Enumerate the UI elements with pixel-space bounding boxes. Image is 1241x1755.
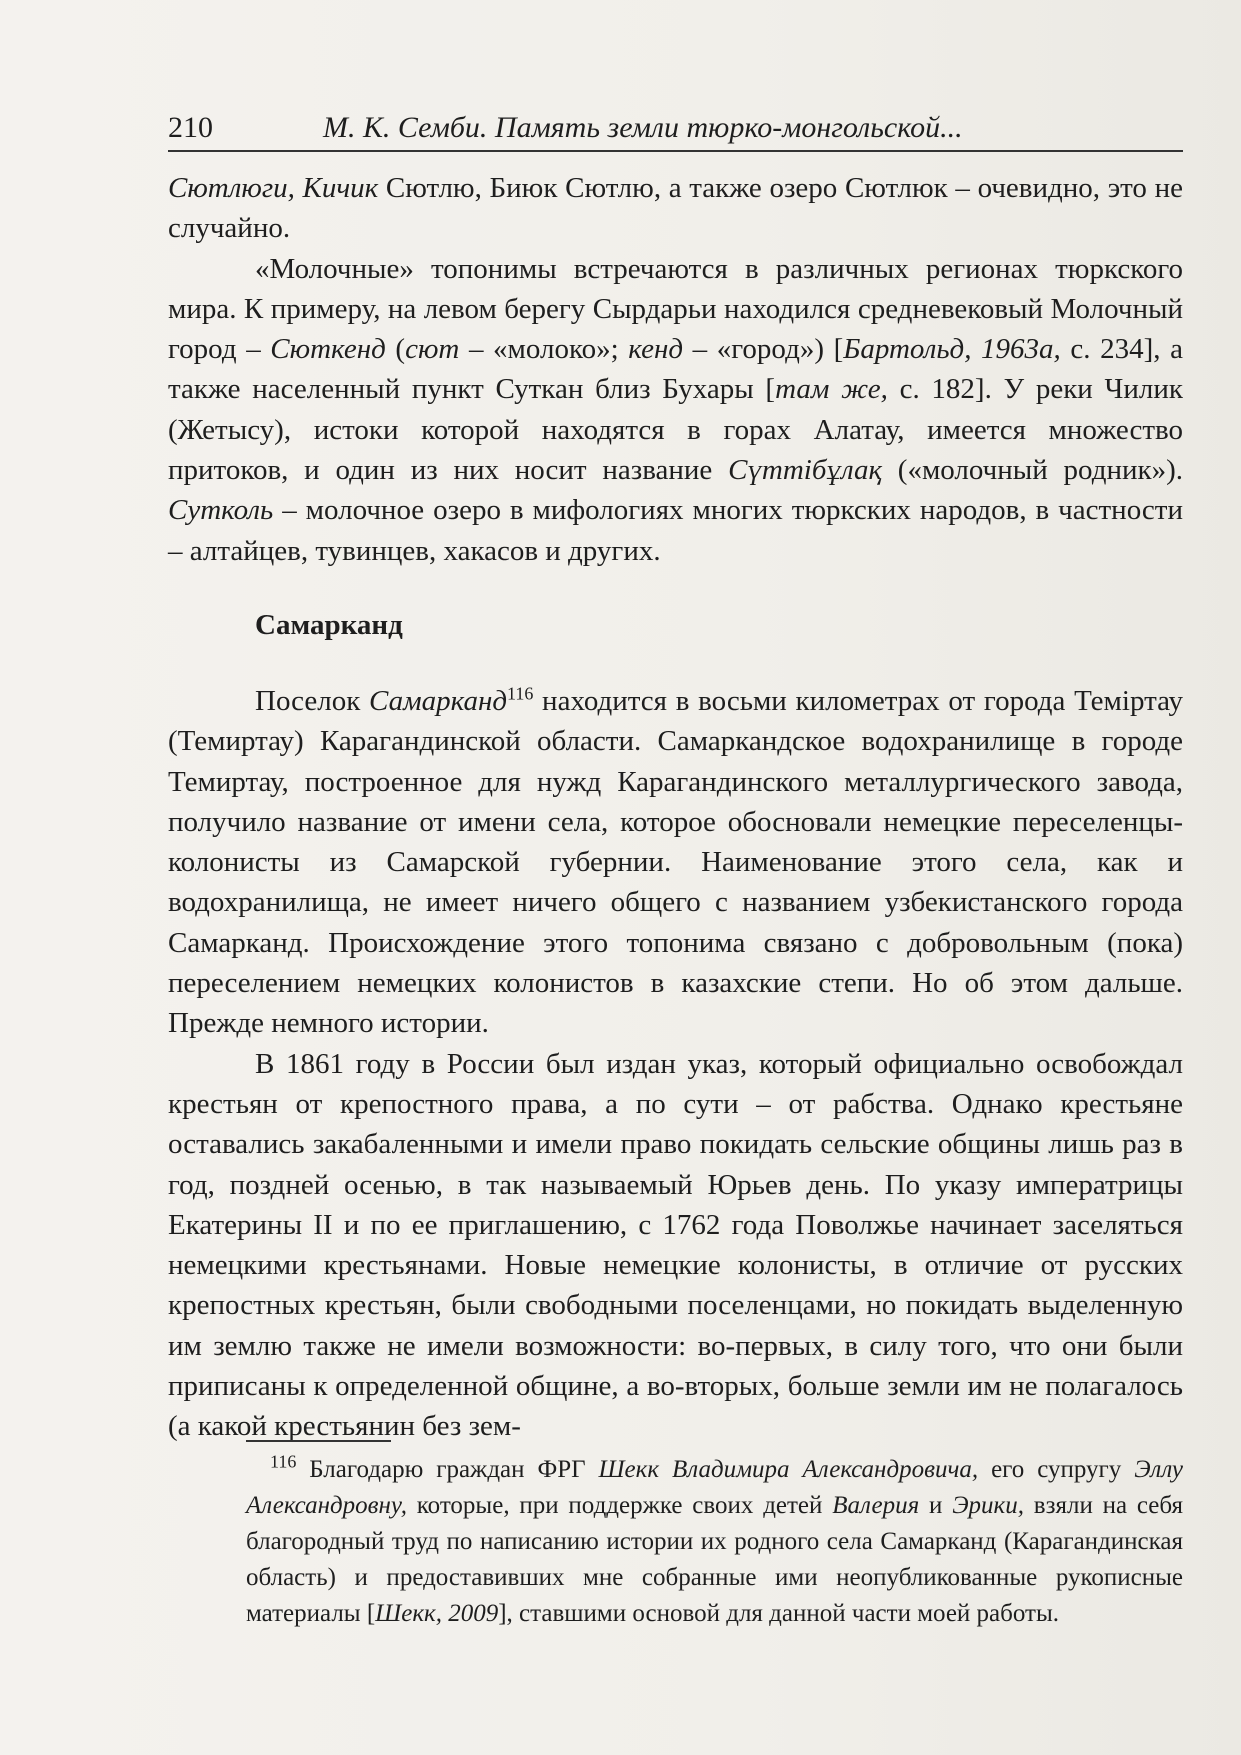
text-run: ], ставшими основой для данной части моей работы. — [498, 1600, 1060, 1627]
text-run: – молочное озеро в мифологиях многих тюркских народов, в частности – алтайцев, тувинцев, хакасов и других. — [168, 494, 1183, 567]
footnote-text — [246, 1452, 1183, 1632]
italic-name: Эрики, — [952, 1492, 1025, 1519]
text-run: – «город») [ — [683, 333, 844, 366]
text-run: Сютлю, Биюк Сютлю, а также озеро Сютлюк – очевидно, это не случайно. — [168, 172, 1183, 245]
italic-term: Самарканд — [369, 684, 507, 717]
text-run: с. 234], а также населенный пункт Суткан близ Бухары [ — [168, 333, 1184, 406]
text-run: («молочный родник»). — [882, 454, 1183, 487]
italic-name: Шекк Владимира Александровича, — [598, 1456, 979, 1483]
footnote-divider — [246, 1440, 391, 1442]
italic-term: Сутколь — [168, 494, 274, 527]
paragraph-3 — [168, 681, 1183, 1044]
text-run: его супругу — [978, 1456, 1135, 1483]
italic-name: Валерия — [832, 1492, 920, 1519]
main-text — [168, 168, 1183, 1447]
italic-term: Сютлюги, Кичик — [168, 172, 379, 204]
footnote — [246, 1452, 1183, 1632]
italic-term: кенд — [628, 333, 684, 366]
text-run: которые, при поддержке своих детей — [407, 1492, 833, 1519]
page-number: 210 — [168, 111, 213, 144]
running-title: М. К. Семби. Память земли тюрко-монгольской... — [323, 111, 963, 144]
footnote-number: 116 — [270, 1451, 297, 1472]
section-heading: Самарканд — [255, 608, 403, 641]
italic-term: Сүттібұлақ — [728, 454, 883, 487]
text-run: – «молоко»; — [459, 333, 629, 366]
text-run: и — [919, 1492, 953, 1519]
paragraph-4: В 1861 году в России был издан указ, который официально освобождал крестьян от крепостного права, а по сути – от рабства. Однако крестьяне оставались закабаленными и имели право покидать сельские общины лишь раз в год, поздней осенью, в так называемый Юрьев день. По указу императрицы Екатерины II и по ее приглашению, с 1762 года Поволжье начинает заселяться немецкими крестьянами. Новые немецкие колонисты, в отличие от русских крепостных крестьян, были свободными поселенцами, но покидать выделенную им землю также не имели возможности: во-первых, в силу того, что они были приписаны к определенной общине, а во-вторых, больше земли им не полагалось (а какой крестьянин без зем- — [168, 1047, 1183, 1443]
italic-term: Сюткенд — [270, 333, 386, 366]
text-run: находится в восьми километрах от города Теміртау (Темиртау) Карагандинской области. Самаркандское водохранилище в городе Темиртау, построенное для нужд Карагандинского металлургического завода, получило название от имени села, которое обосновали немецкие переселенцы-колонисты из Самарской губернии. Наименование этого села, как и водохранилища, не имеет ничего общего с названием узбекистанского города Самарканд. Происхождение этого топонима связано с добровольным (пока) переселением немецких колонистов в казахские степи. Но об этом дальше. Прежде немного истории. — [168, 684, 1184, 1040]
paragraph-2 — [168, 249, 1183, 571]
text-run: «Молочные» топонимы встречаются в различных регионах тюркского мира. К примеру, на левом берегу Сырдарьи находился средневековый Молочный город – — [168, 252, 1183, 366]
text-run: Поселок — [255, 684, 370, 717]
italic-name: Эллу Александровну, — [246, 1456, 1183, 1519]
citation-source: Шекк, 2009 — [375, 1600, 499, 1627]
citation-ibid: там же, — [775, 373, 888, 406]
text-run: с. 182]. У реки Чилик (Жетысу), истоки которой находятся в горах Алатау, имеется множество притоков, и один из них носит название — [168, 373, 1183, 487]
italic-term: сют — [405, 333, 460, 366]
text-run: Благодарю граждан ФРГ — [296, 1456, 599, 1483]
citation-author: Бартольд, 1963а, — [843, 333, 1061, 366]
footnote-ref[interactable]: 116 — [507, 683, 534, 704]
paragraph-1 — [168, 168, 1183, 249]
text-run: взяли на себя благородный труд по написанию истории их родного села Самарканд (Карагандинская область) и предоставивших мне собранные ими неопубликованные рукописные материалы [ — [246, 1492, 1183, 1627]
text-run: ( — [385, 333, 406, 366]
running-header — [168, 110, 1183, 152]
